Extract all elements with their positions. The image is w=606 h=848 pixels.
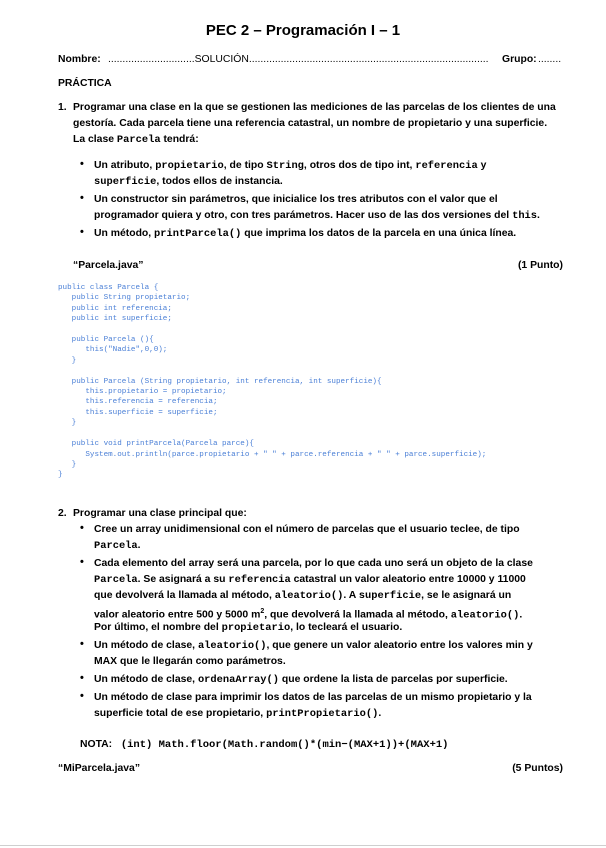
code-line: this.propietario = propietario; <box>58 388 227 397</box>
code-line: public class Parcela { <box>58 284 159 292</box>
bullet-dot: • <box>80 638 84 650</box>
q2-bullet-2-line1: Cada elemento del array será una parcela, por lo que cada uno será un objeto de la clase <box>94 558 533 569</box>
q1-intro-line3: La clase Parcela tendrá: <box>73 134 199 146</box>
bullet-dot: • <box>80 192 84 204</box>
q1-bullet-1-line1: Un atributo, propietario, de tipo String, otros dos de tipo int, referencia y <box>94 160 487 172</box>
code-line: public Parcela (){ <box>58 336 154 345</box>
code-line: this.superficie = superficie; <box>58 408 218 417</box>
group-label: Grupo: <box>502 54 537 65</box>
section-title: PRÁCTICA <box>58 78 112 89</box>
code-line <box>58 429 486 439</box>
q2-bullet-3-line2: MAX que le llegarán como parámetros. <box>94 656 286 667</box>
nota <box>80 737 448 753</box>
group-value: ........ <box>538 54 562 65</box>
document-title: PEC 2 – Programación I – 1 <box>205 22 401 39</box>
bullet-dot: • <box>80 158 84 170</box>
q2-bullet-3-line1: Un método de clase, aleatorio(), que genere un valor aleatorio entre los valores min y <box>94 640 533 652</box>
q1-file-label: “Parcela.java” <box>73 260 144 271</box>
q2-bullet-1-line2: Parcela. <box>94 540 141 552</box>
bullet-dot: • <box>80 556 84 568</box>
q2-file-label: “MiParcela.java” <box>58 763 141 774</box>
name-label: Nombre: <box>58 54 101 65</box>
q2-bullet-1-line1: Cree un array unidimensional con el número de parcelas que el usuario teclee, de tipo <box>94 524 520 535</box>
q1-bullet-3: Un método, printParcela() que imprima los datos de la parcela en una única línea. <box>94 228 517 240</box>
bullet-dot: • <box>80 690 84 702</box>
q1-intro-line2: gestoría. Cada parcela tiene una referencia catastral, un nombre de propietario y una superficie. <box>73 118 548 129</box>
bullet-dot: • <box>80 672 84 684</box>
q2-bullet-5-line2: superficie total de ese propietario, printPropietario(). <box>94 708 382 720</box>
code-line: this("Nadie",0,0); <box>58 346 168 355</box>
q2-bullet-2-line2: Parcela. Se asignará a su referencia catastral un valor aleatorio entre 10000 y 11000 <box>94 574 526 586</box>
bullet-dot: • <box>80 226 84 238</box>
q2-bullet-2-line4: valor aleatorio entre 500 y 5000 $m^2$, que devolverá la llamada al método, aleatorio(). <box>94 608 523 622</box>
q1-bullet-1-line2: superficie, todos ellos de instancia. <box>94 176 283 188</box>
q2-points: (5 Puntos) <box>512 763 563 774</box>
q2-bullet-2-line3: que devolverá la llamada al método, aleatorio(). A superficie, se le asignará un <box>94 590 512 602</box>
code-parcela: Parcela <box>116 134 161 146</box>
code-line: System.out.println(parce.propietario + " " + parce.referencia + " " + parce.superficie); <box>58 450 487 459</box>
code-line: public void printParcela(Parcela parce){ <box>58 440 254 449</box>
q2-bullet-5-line1: Un método de clase para imprimir los datos de las parcelas de un mismo propietario y la <box>94 692 532 703</box>
q1-bullet-2-line1: Un constructor sin parámetros, que inicialice los tres atributos con el valor que el <box>94 194 498 205</box>
code-line: public String propietario; <box>58 294 191 303</box>
q2-number: 2. <box>58 508 67 519</box>
code-line <box>58 325 486 335</box>
code-line: public Parcela (String propietario, int referencia, int superficie){ <box>58 377 382 386</box>
code-line: this.referencia = referencia; <box>58 398 218 407</box>
q1-intro-line1: Programar una clase en la que se gestionen las mediciones de las parcelas de los clientes de una <box>73 102 556 113</box>
page-divider <box>0 845 606 846</box>
code-line: } <box>58 471 63 480</box>
q1-bullet-2-line2: programador quiera y otro, con tres parámetros. Hacer uso de las dos versiones del this. <box>94 210 540 222</box>
code-block <box>58 283 486 481</box>
q2-bullet-2-line5: Por último, el nombre del propietario, lo tecleará el usuario. <box>94 622 403 634</box>
code-line: public int referencia; <box>58 304 172 313</box>
code-line <box>58 366 486 376</box>
name-value: ..............................SOLUCIÓN................................................................................... <box>108 54 489 65</box>
code-line: public int superficie; <box>58 315 172 324</box>
code-line: } <box>58 460 77 469</box>
nota-label: NOTA: <box>80 739 113 750</box>
q1-number: 1. <box>58 102 67 113</box>
q1-points: (1 Punto) <box>517 260 563 271</box>
code-line: } <box>58 419 77 428</box>
q2-bullet-4: Un método de clase, ordenaArray() que ordene la lista de parcelas por superficie. <box>94 674 508 686</box>
nota-formula: (int) Math.floor(Math.random()*(min−(MAX+1))+(MAX+1) <box>120 739 449 751</box>
bullet-dot: • <box>80 522 84 534</box>
code-line: } <box>58 356 77 365</box>
q2-intro: Programar una clase principal que: <box>73 508 247 519</box>
